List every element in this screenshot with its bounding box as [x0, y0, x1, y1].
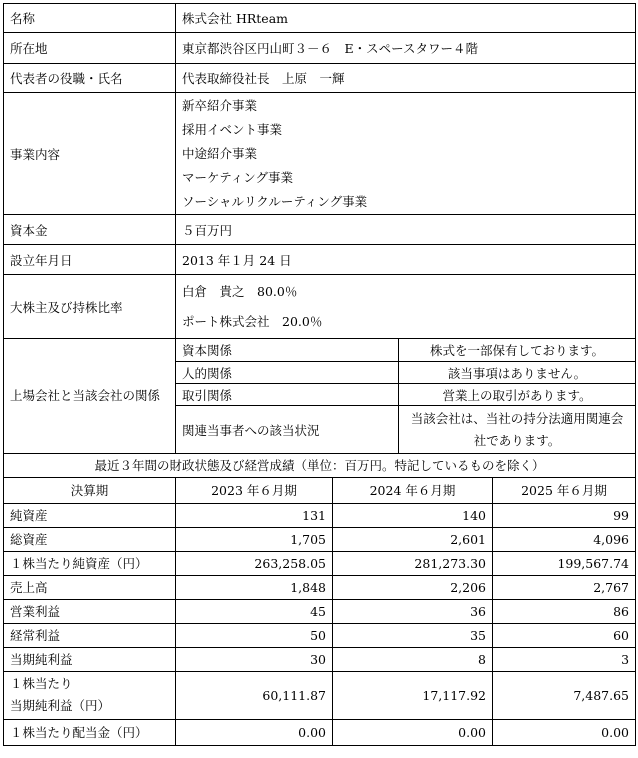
relation-value: 当該会社は、当社の持分法適用関連会社であります。: [399, 406, 636, 454]
header-cell: 決算期: [4, 477, 176, 503]
cell-value: 0.00: [333, 719, 493, 745]
capital-value: ５百万円: [176, 215, 636, 245]
financial-row: [4, 599, 636, 623]
row-shareholders: [4, 275, 636, 339]
financial-row: [4, 623, 636, 647]
business-list: [176, 93, 636, 215]
relation-key: 関連当事者への該当状況: [176, 406, 399, 454]
cell-value: 2,601: [333, 527, 493, 551]
row-label-line: １株当たり: [10, 676, 73, 691]
cell-value: 2,767: [493, 575, 636, 599]
row-label: １株当たり配当金（円）: [4, 719, 176, 745]
cell-value: 1,705: [176, 527, 333, 551]
cell-value: 199,567.74: [493, 551, 636, 575]
cell-value: 281,273.30: [333, 551, 493, 575]
row-label: 経常利益: [4, 623, 176, 647]
financial-caption-row: [4, 454, 636, 477]
business-item: 中途紹介事業: [182, 145, 258, 161]
cell-value: 36: [333, 599, 493, 623]
cell-value: 99: [493, 503, 636, 527]
company-overview: [3, 3, 635, 746]
financial-row: [4, 551, 636, 575]
rep-label: 代表者の役職・氏名: [4, 64, 176, 93]
cell-value: 45: [176, 599, 333, 623]
cell-value: 60,111.87: [176, 671, 333, 719]
business-item: 採用イベント事業: [182, 121, 283, 137]
business-item: 新卒紹介事業: [182, 97, 258, 113]
cell-value: 140: [333, 503, 493, 527]
cell-value: 3: [493, 647, 636, 671]
financial-table: [3, 454, 636, 746]
row-label: 売上高: [4, 575, 176, 599]
row-label: 純資産: [4, 503, 176, 527]
business-label: 事業内容: [4, 93, 176, 215]
company-table: [3, 3, 636, 454]
row-founded: [4, 245, 636, 275]
cell-value: 131: [176, 503, 333, 527]
founded-label: 設立年月日: [4, 245, 176, 275]
financial-row: [4, 647, 636, 671]
shareholders-label: 大株主及び持株比率: [4, 275, 176, 339]
financial-row: [4, 719, 636, 745]
business-item: マーケティング事業: [182, 169, 294, 185]
capital-label: 資本金: [4, 215, 176, 245]
header-cell: 2023 年６月期: [176, 477, 333, 503]
cell-value: 86: [493, 599, 636, 623]
row-address: [4, 33, 636, 64]
relation-value: 株式を一部保有しております。: [399, 339, 636, 362]
shareholder-item: ポート株式会社 20.0％: [182, 313, 323, 329]
cell-value: 17,117.92: [333, 671, 493, 719]
cell-value: 0.00: [176, 719, 333, 745]
row-label-line: 当期純利益（円）: [10, 698, 111, 713]
row-label: 総資産: [4, 527, 176, 551]
financial-header-row: [4, 477, 636, 503]
shareholder-item: 白倉 貴之 80.0％: [182, 283, 298, 299]
founded-value: 2013 年１月 24 日: [176, 245, 636, 275]
row-name: [4, 4, 636, 33]
cell-value: 30: [176, 647, 333, 671]
row-business: [4, 93, 636, 215]
cell-value: 4,096: [493, 527, 636, 551]
name-label: 名称: [4, 4, 176, 33]
shareholders-list: [176, 275, 636, 339]
relation-key: 取引関係: [176, 384, 399, 406]
financial-caption: 最近３年間の財政状態及び経営成績（単位：百万円。特記しているものを除く）: [4, 454, 636, 477]
business-item: ソーシャルリクルーティング事業: [182, 193, 368, 209]
cell-value: 35: [333, 623, 493, 647]
address-label: 所在地: [4, 33, 176, 64]
cell-value: 8: [333, 647, 493, 671]
financial-row: [4, 527, 636, 551]
rep-value: 代表取締役社長 上原 一輝: [176, 64, 636, 93]
relation-key: 資本関係: [176, 339, 399, 362]
row-label: 当期純利益: [4, 647, 176, 671]
cell-value: 263,258.05: [176, 551, 333, 575]
address-value: 東京都渋谷区円山町３－６ E・スペースタワー４階: [176, 33, 636, 64]
header-cell: 2025 年６月期: [493, 477, 636, 503]
financial-row: [4, 671, 636, 719]
cell-value: 50: [176, 623, 333, 647]
row-capital: [4, 215, 636, 245]
row-label: [4, 671, 176, 719]
cell-value: 60: [493, 623, 636, 647]
financial-row: [4, 503, 636, 527]
name-value: 株式会社 HRteam: [176, 4, 636, 33]
row-label: 営業利益: [4, 599, 176, 623]
cell-value: 7,487.65: [493, 671, 636, 719]
cell-value: 1,848: [176, 575, 333, 599]
cell-value: 2,206: [333, 575, 493, 599]
relation-value: 該当事項はありません。: [399, 362, 636, 384]
relation-row: [4, 339, 636, 362]
cell-value: 0.00: [493, 719, 636, 745]
row-label: １株当たり純資産（円）: [4, 551, 176, 575]
row-representative: [4, 64, 636, 93]
financial-row: [4, 575, 636, 599]
relation-key: 人的関係: [176, 362, 399, 384]
relation-value: 営業上の取引があります。: [399, 384, 636, 406]
header-cell: 2024 年６月期: [333, 477, 493, 503]
relation-label: 上場会社と当該会社の関係: [4, 339, 176, 454]
